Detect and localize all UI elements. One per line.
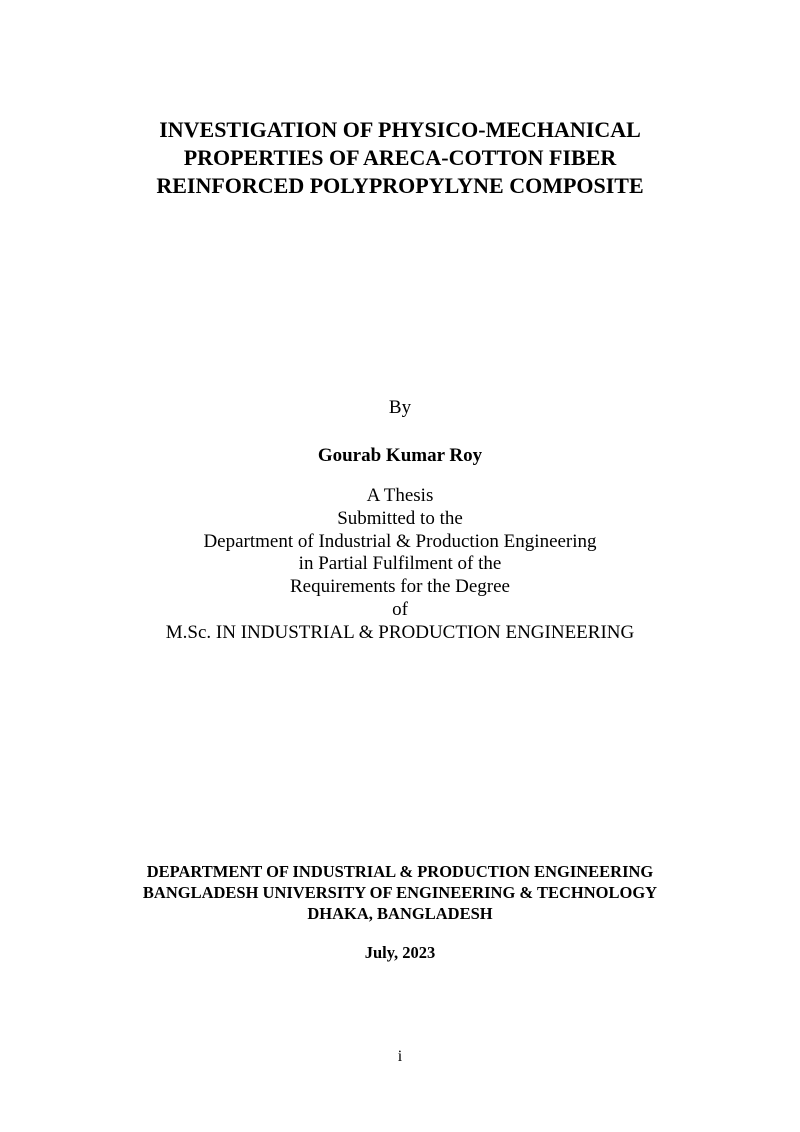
submission-line-6: of — [392, 599, 408, 620]
by-label: By — [388, 397, 412, 418]
page-number: i — [397, 1048, 403, 1065]
title-line-3: REINFORCED POLYPROPYLYNE COMPOSITE — [156, 173, 644, 198]
degree-name: M.Sc. IN INDUSTRIAL & PRODUCTION ENGINEERING — [165, 622, 635, 643]
submission-line-3: Department of Industrial & Production Engineering — [203, 531, 597, 552]
submission-line-5: Requirements for the Degree — [290, 576, 510, 597]
department-name: DEPARTMENT OF INDUSTRIAL & PRODUCTION ENGINEERING — [146, 862, 654, 881]
author-name: Gourab Kumar Roy — [317, 445, 483, 466]
submission-line-2: Submitted to the — [337, 508, 463, 529]
university-name: BANGLADESH UNIVERSITY OF ENGINEERING & TECHNOLOGY — [142, 883, 658, 902]
submission-line-1: A Thesis — [366, 485, 434, 506]
submission-line-4: in Partial Fulfilment of the — [298, 553, 502, 574]
title-line-2: PROPERTIES OF ARECA-COTTON FIBER — [183, 145, 617, 170]
university-location: DHAKA, BANGLADESH — [307, 904, 493, 923]
submission-date: July, 2023 — [364, 943, 436, 962]
title-line-1: INVESTIGATION OF PHYSICO-MECHANICAL — [159, 117, 641, 142]
